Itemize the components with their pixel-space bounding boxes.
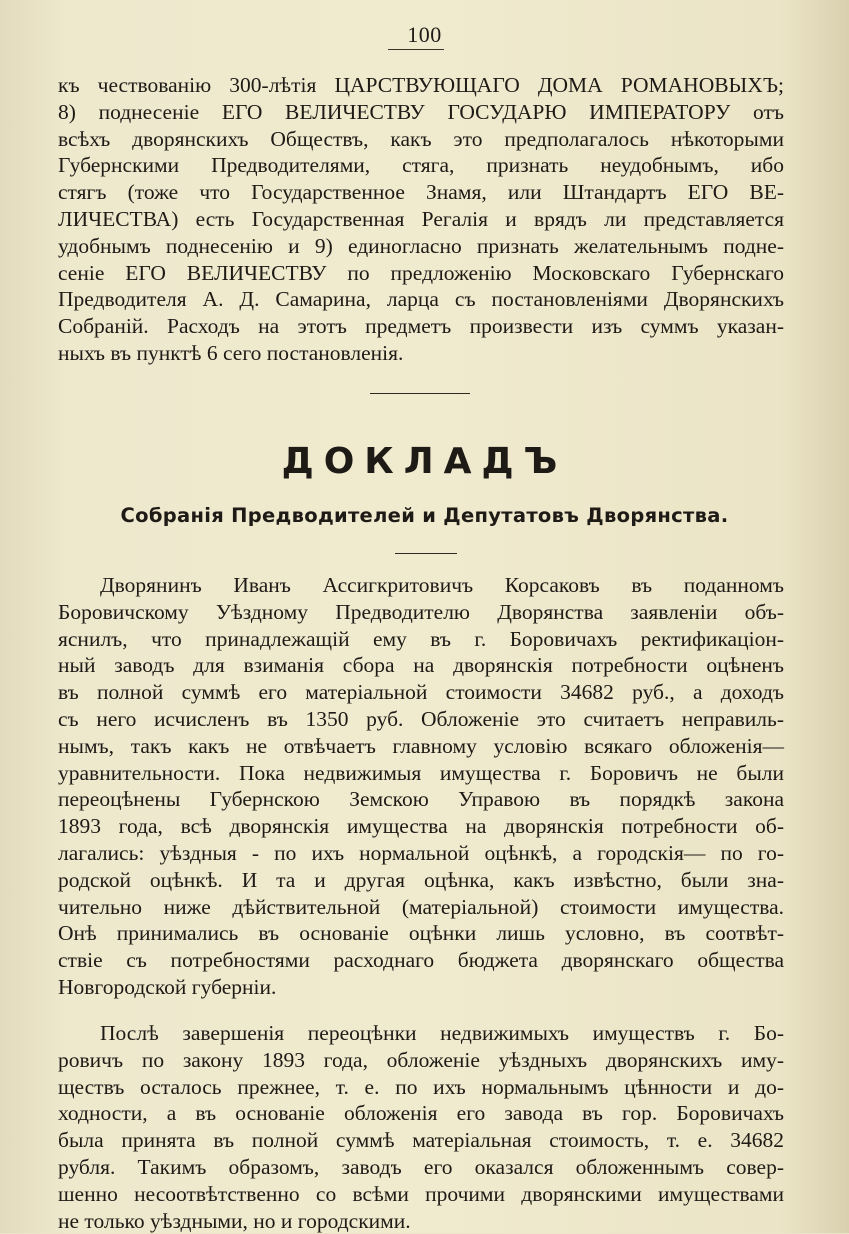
text-line: шенно несоотвѣтственно со всѣми прочими дворянскими имуществами (58, 1181, 784, 1206)
text-line: не только уѣздными, но и городскими. (58, 1208, 411, 1233)
text-line: Боровичскому Уѣздному Предводителю Дворянства заявленіи объ- (58, 599, 784, 624)
report-subheading: Собранія Предводителей и Депутатовъ Дворянства. (120, 504, 729, 527)
text-line: ровичъ по закону 1893 года, обложеніе уѣздныхъ дворянскихъ иму- (58, 1047, 784, 1072)
heading-divider (395, 553, 457, 554)
page-number-rule (388, 49, 444, 50)
continued-text (58, 72, 784, 367)
text-line: всѣхъ дворянскихъ Обществъ, какъ это предполагалось нѣкоторыми (58, 126, 784, 151)
text-line: родской оцѣнкѣ. И та и другая оцѣнка, какъ извѣстно, были зна- (58, 867, 784, 892)
text-line: нымъ, такъ какъ не отвѣчаетъ главному условію всякаго обложенія— (58, 733, 784, 758)
text-line: къ чествованію 300-лѣтія ЦАРСТВУЮЩАГО ДОМА РОМАНОВЫХЪ; (58, 73, 784, 97)
text-line: была принята въ полной суммѣ матеріальная стоимость, т. е. 34682 (58, 1128, 784, 1153)
text-line: удобнымъ поднесенію и 9) единогласно признать желательнымъ подне- (58, 233, 784, 258)
text-line: Дворянинъ Иванъ Ассигкритовичъ Корсаковъ въ поданномъ (100, 573, 784, 597)
page-number: 100 (407, 22, 442, 47)
text-line: ходности, а въ основаніе обложенія его завода въ гор. Боровичахъ (58, 1101, 784, 1126)
text-line: уравнительности. Пока недвижимыя имущества г. Боровичъ не были (58, 760, 784, 785)
text-line: чительно ниже дѣйствительной (матеріальной) стоимости имущества. (58, 894, 784, 919)
text-line: лагались: уѣздныя - по ихъ нормальной оцѣнкѣ, а городскія— по го- (58, 840, 784, 865)
text-line: Предводителя А. Д. Самарина, ларца съ постановленіями Дворянскихъ (58, 287, 784, 312)
text-line: Послѣ завершенія переоцѣнки недвижимыхъ имуществъ г. Бо- (100, 1021, 784, 1045)
text-line: ЛИЧЕСТВА) есть Государственная Регалія и врядъ ли представляется (58, 206, 784, 231)
text-line: Новгородской губерніи. (58, 974, 277, 999)
text-line: ныхъ въ пунктѣ 6 сего постановленія. (58, 340, 404, 365)
text-line: переоцѣнены Губернскою Земскою Управою въ порядкѣ закона (58, 787, 784, 812)
section-divider (370, 393, 470, 394)
text-line: стягъ (тоже что Государственное Знамя, или Штандартъ ЕГО ВЕ- (58, 180, 784, 205)
text-line: Онѣ принимались въ основаніе оцѣнки лишь условно, въ соотвѣт- (58, 921, 784, 946)
text-line: яснилъ, что принадлежащій ему въ г. Боровичахъ ректификаціон- (58, 626, 784, 651)
text-line: сеніе ЕГО ВЕЛИЧЕСТВУ по предложенію Московскаго Губернскаго (58, 260, 784, 285)
text-line: 1893 года, всѣ дворянскія имущества на дворянскія потребности об- (58, 814, 784, 839)
text-line: съ него исчисленъ въ 1350 руб. Обложеніе это считаетъ неправиль- (58, 706, 784, 731)
text-line: ствіе съ потребностями расходнаго бюджета дворянскаго общества (58, 948, 784, 973)
text-line: 8) поднесеніе ЕГО ВЕЛИЧЕСТВУ ГОСУДАРЮ ИМПЕРАТОРУ отъ (58, 99, 784, 124)
text-line: Собраній. Расходъ на этотъ предметъ произвести изъ суммъ указан- (58, 314, 784, 339)
report-heading: ДОКЛАДЪ (281, 441, 568, 482)
text-line: въ полной суммѣ его матеріальной стоимости 34682 руб., а доходъ (58, 680, 784, 705)
text-line: Губернскими Предводителями, стяга, признать неудобнымъ, ибо (58, 153, 784, 178)
text-line: рубля. Такимъ образомъ, заводъ его оказался обложеннымъ совер- (58, 1154, 784, 1179)
paragraph-1 (58, 572, 784, 1001)
paragraph-2 (58, 1020, 784, 1234)
text-line: ный заводъ для взиманія сбора на дворянскія потребности оцѣненъ (58, 653, 784, 678)
text-line: ществъ осталось прежнее, т. е. по ихъ нормальнымъ цѣнности и до- (58, 1074, 784, 1099)
